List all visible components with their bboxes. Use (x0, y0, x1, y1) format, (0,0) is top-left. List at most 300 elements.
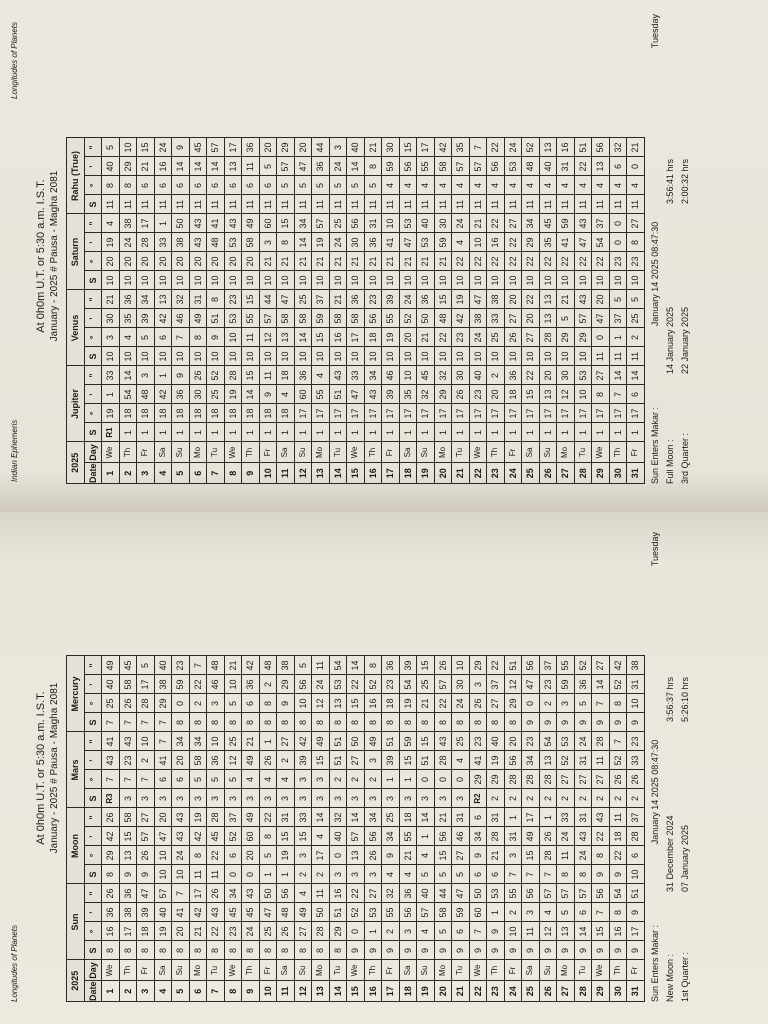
value-cell: 16 (557, 138, 575, 157)
value-cell: 17 (382, 404, 400, 423)
value-cell: 58 (434, 157, 452, 176)
value-cell: 47 (574, 233, 592, 252)
value-cell: 48 (207, 233, 225, 252)
right-col-header: ° (84, 404, 102, 423)
value-cell: 6 (452, 922, 470, 941)
value-cell: 43 (172, 827, 190, 846)
value-cell: 5 (609, 290, 627, 309)
value-cell: 34 (294, 214, 312, 233)
value-cell: 21 (277, 252, 295, 271)
value-cell: 14 (347, 808, 365, 827)
table-row (504, 138, 522, 484)
value-cell: 10 (469, 347, 487, 366)
value-cell: 21 (224, 656, 242, 675)
value-cell: 5 (417, 865, 435, 884)
date-cell: 8 (224, 981, 242, 1002)
value-cell: 7 (522, 865, 540, 884)
value-cell: 23 (609, 252, 627, 271)
value-cell: 11 (347, 195, 365, 214)
value-cell: 30 (434, 214, 452, 233)
value-cell: 18 (609, 827, 627, 846)
value-cell: 35 (452, 138, 470, 157)
value-cell: 22 (347, 675, 365, 694)
value-cell: 16 (329, 884, 347, 903)
value-cell: 11 (609, 195, 627, 214)
value-cell: 11 (312, 195, 330, 214)
value-cell: 4 (627, 176, 645, 195)
left-year-header: 2025 (67, 960, 85, 1002)
value-cell: 56 (294, 675, 312, 694)
value-cell: 17 (399, 404, 417, 423)
planet-header-mars: Mars (67, 732, 85, 808)
value-cell: 3 (102, 328, 120, 347)
value-cell: 24 (504, 138, 522, 157)
third-quarter-label: 3rd Quarter : (680, 432, 690, 484)
day-cell: Sa (522, 442, 540, 463)
day-cell: Su (539, 442, 557, 463)
value-cell: 47 (259, 903, 277, 922)
table-row (469, 138, 487, 484)
value-cell: 15 (119, 827, 137, 846)
sun-enters-label-right: Sun Enters Makar : (650, 406, 660, 484)
value-cell: 47 (469, 290, 487, 309)
day-cell: Su (294, 442, 312, 463)
right-col-header: Day (84, 442, 102, 463)
value-cell: 32 (609, 138, 627, 157)
value-cell: 23 (452, 328, 470, 347)
day-cell: We (469, 960, 487, 981)
value-cell: 39 (382, 385, 400, 404)
value-cell: 53 (329, 675, 347, 694)
day-cell: Sa (399, 442, 417, 463)
value-cell: 51 (627, 884, 645, 903)
date-cell: 27 (557, 981, 575, 1002)
value-cell: 11 (522, 195, 540, 214)
value-cell: 11 (574, 195, 592, 214)
value-cell: 39 (382, 290, 400, 309)
value-cell: 19 (102, 233, 120, 252)
date-cell: 15 (347, 463, 365, 484)
value-cell: 6 (207, 176, 225, 195)
value-cell: 35 (399, 385, 417, 404)
value-cell: 36 (102, 903, 120, 922)
date-cell: 4 (154, 981, 172, 1002)
date-cell: 6 (189, 463, 207, 484)
date-cell: 9 (242, 981, 260, 1002)
value-cell: 17 (522, 404, 540, 423)
value-cell: 10 (154, 846, 172, 865)
value-cell: 45 (539, 214, 557, 233)
value-cell: 40 (539, 157, 557, 176)
day-cell: We (592, 442, 610, 463)
value-cell: 42 (154, 309, 172, 328)
value-cell: 38 (119, 214, 137, 233)
value-cell: 45 (189, 138, 207, 157)
table-row (557, 656, 575, 1002)
value-cell: 18 (137, 922, 155, 941)
value-cell: 26 (277, 922, 295, 941)
value-cell: 5 (434, 865, 452, 884)
value-cell: 1 (259, 865, 277, 884)
value-cell: 57 (259, 309, 277, 328)
value-cell: 5 (557, 309, 575, 328)
value-cell: 7 (609, 732, 627, 751)
value-cell: 53 (224, 233, 242, 252)
value-cell: 3 (207, 694, 225, 713)
value-cell: 3 (329, 865, 347, 884)
value-cell: 1 (259, 423, 277, 442)
left-col-header: Day (84, 960, 102, 981)
value-cell: 26 (119, 694, 137, 713)
left-col-header: Date (84, 981, 102, 1002)
value-cell: 33 (294, 808, 312, 827)
value-cell: 56 (364, 827, 382, 846)
value-cell: 27 (504, 309, 522, 328)
value-cell: 0 (627, 157, 645, 176)
value-cell: 28 (137, 694, 155, 713)
planet-header-mercury: Mercury (67, 656, 85, 732)
value-cell: 8 (154, 941, 172, 960)
value-cell: 24 (574, 846, 592, 865)
value-cell: 10 (364, 271, 382, 290)
value-cell: 40 (102, 157, 120, 176)
value-cell: 27 (627, 214, 645, 233)
value-cell: 15 (242, 366, 260, 385)
date-cell: 6 (189, 981, 207, 1002)
value-cell: 56 (399, 903, 417, 922)
value-cell: 21 (399, 252, 417, 271)
date-cell: 25 (522, 981, 540, 1002)
value-cell: 2 (137, 751, 155, 770)
date-cell: 24 (504, 981, 522, 1002)
value-cell: 36 (207, 751, 225, 770)
value-cell: 27 (294, 922, 312, 941)
value-cell: 11 (189, 865, 207, 884)
value-cell: 8 (294, 713, 312, 732)
value-cell: 11 (259, 366, 277, 385)
value-cell: 16 (329, 328, 347, 347)
value-cell: 1 (417, 827, 435, 846)
table-row (207, 138, 225, 484)
value-cell: 10 (399, 347, 417, 366)
value-cell: 32 (329, 808, 347, 827)
value-cell: 17 (592, 404, 610, 423)
new-moon-label: New Moon : (665, 953, 675, 1002)
value-cell: 16 (487, 233, 505, 252)
value-cell: 18 (364, 328, 382, 347)
value-cell: 46 (207, 675, 225, 694)
value-cell: 10 (452, 271, 470, 290)
value-cell: 11 (364, 195, 382, 214)
value-cell: 29 (102, 846, 120, 865)
value-cell: 10 (382, 347, 400, 366)
left-table-body (102, 656, 645, 1002)
value-cell: 22 (207, 846, 225, 865)
left-planet-header-row (67, 656, 85, 1002)
value-cell: 22 (574, 157, 592, 176)
value-cell: 11 (329, 195, 347, 214)
day-cell: Su (539, 960, 557, 981)
value-cell: 47 (592, 309, 610, 328)
value-cell: 11 (522, 922, 540, 941)
value-cell: 51 (417, 751, 435, 770)
table-row (487, 656, 505, 1002)
value-cell: 21 (137, 157, 155, 176)
value-cell: 8 (364, 713, 382, 732)
value-cell: 1 (172, 423, 190, 442)
table-row (504, 656, 522, 1002)
value-cell: 51 (574, 138, 592, 157)
date-cell: 28 (574, 981, 592, 1002)
day-cell: Mo (557, 960, 575, 981)
value-cell: 10 (452, 347, 470, 366)
value-cell: 36 (242, 675, 260, 694)
value-cell: 9 (172, 366, 190, 385)
day-cell: We (469, 442, 487, 463)
table-row (592, 656, 610, 1002)
value-cell: 43 (172, 808, 190, 827)
value-cell: 11 (627, 195, 645, 214)
value-cell: 17 (312, 846, 330, 865)
value-cell: 24 (399, 290, 417, 309)
day-cell: Su (417, 960, 435, 981)
day-cell: Tu (574, 442, 592, 463)
value-cell: 6 (627, 385, 645, 404)
value-cell: 24 (172, 846, 190, 865)
date-cell: 30 (609, 463, 627, 484)
value-cell: 4 (557, 176, 575, 195)
value-cell: 5 (364, 176, 382, 195)
value-cell: 16 (154, 157, 172, 176)
value-cell: 34 (469, 827, 487, 846)
value-cell: 20 (504, 732, 522, 751)
value-cell: 7 (469, 138, 487, 157)
value-cell: 58 (329, 309, 347, 328)
value-cell: 11 (119, 195, 137, 214)
value-cell: 1 (347, 423, 365, 442)
value-cell: 22 (592, 827, 610, 846)
value-cell: 15 (434, 290, 452, 309)
day-cell: Su (172, 960, 190, 981)
value-cell: 52 (364, 675, 382, 694)
value-cell: 58 (277, 309, 295, 328)
value-cell: 37 (539, 656, 557, 675)
value-cell: 1 (539, 423, 557, 442)
value-cell: 6 (224, 846, 242, 865)
value-cell: 49 (102, 656, 120, 675)
day-cell: Sa (154, 960, 172, 981)
value-cell: 25 (417, 675, 435, 694)
right-col-header: ' (84, 233, 102, 252)
value-cell: 55 (504, 884, 522, 903)
value-cell: 0 (329, 846, 347, 865)
value-cell: 44 (259, 290, 277, 309)
value-cell: 10 (557, 271, 575, 290)
value-cell: 15 (137, 138, 155, 157)
value-cell: 17 (504, 404, 522, 423)
value-cell: 3 (382, 789, 400, 808)
value-cell: 15 (277, 214, 295, 233)
value-cell: 55 (312, 385, 330, 404)
date-cell: 28 (574, 463, 592, 484)
value-cell: 10 (399, 366, 417, 385)
value-cell: 58 (434, 903, 452, 922)
value-cell: 57 (277, 157, 295, 176)
value-cell: 19 (487, 751, 505, 770)
value-cell: 8 (207, 941, 225, 960)
value-cell: 3 (399, 789, 417, 808)
left-page (0, 512, 768, 1024)
value-cell: 17 (294, 404, 312, 423)
value-cell: 4 (539, 176, 557, 195)
value-cell: 28 (504, 770, 522, 789)
value-cell: 19 (312, 233, 330, 252)
value-cell: 10 (224, 271, 242, 290)
value-cell: 3 (364, 789, 382, 808)
value-cell: 31 (487, 808, 505, 827)
value-cell: 21 (469, 214, 487, 233)
value-cell: 21 (102, 290, 120, 309)
value-cell: 51 (504, 656, 522, 675)
right-year-header: 2025 (67, 442, 85, 484)
value-cell: 14 (574, 922, 592, 941)
value-cell: 12 (312, 694, 330, 713)
value-cell: 23 (469, 732, 487, 751)
value-cell: 22 (207, 922, 225, 941)
value-cell: 40 (417, 214, 435, 233)
day-cell: Fr (137, 442, 155, 463)
value-cell: 52 (609, 751, 627, 770)
value-cell: 57 (539, 884, 557, 903)
value-cell: 22 (574, 252, 592, 271)
value-cell: 60 (259, 214, 277, 233)
value-cell: 51 (382, 732, 400, 751)
value-cell: 17 (627, 404, 645, 423)
value-cell: 4 (434, 176, 452, 195)
value-cell: 48 (137, 385, 155, 404)
day-cell: Tu (452, 960, 470, 981)
value-cell: 1 (119, 423, 137, 442)
day-cell: Th (119, 960, 137, 981)
value-cell: 16 (609, 922, 627, 941)
value-cell: 4 (417, 846, 435, 865)
value-cell: 52 (399, 309, 417, 328)
value-cell: 10 (417, 271, 435, 290)
value-cell: 9 (364, 941, 382, 960)
value-cell: 1 (242, 423, 260, 442)
left-col-header: " (84, 656, 102, 675)
value-cell: 22 (487, 138, 505, 157)
right-page-header-right: Longitudes of Planets (10, 22, 19, 99)
value-cell: 8 (364, 157, 382, 176)
date-cell: 13 (312, 981, 330, 1002)
value-cell: 42 (434, 138, 452, 157)
table-row (189, 138, 207, 484)
value-cell: 13 (224, 157, 242, 176)
value-cell: 41 (382, 233, 400, 252)
value-cell: 27 (592, 656, 610, 675)
value-cell: 9 (469, 941, 487, 960)
value-cell: 10 (452, 656, 470, 675)
date-cell: 15 (347, 981, 365, 1002)
value-cell: 59 (557, 214, 575, 233)
value-cell: 20 (539, 366, 557, 385)
value-cell: 22 (557, 252, 575, 271)
value-cell: 10 (102, 347, 120, 366)
value-cell: 8 (312, 941, 330, 960)
value-cell: 5 (189, 770, 207, 789)
value-cell: 28 (627, 827, 645, 846)
value-cell: 28 (137, 233, 155, 252)
value-cell: 6 (224, 176, 242, 195)
full-moon-time: 3:56:41 hrs (665, 158, 675, 204)
value-cell: 5 (347, 176, 365, 195)
value-cell: 4 (312, 827, 330, 846)
value-cell: 54 (399, 675, 417, 694)
value-cell: 18 (137, 404, 155, 423)
day-cell: Sa (154, 442, 172, 463)
value-cell: 20 (294, 138, 312, 157)
value-cell: 40 (417, 884, 435, 903)
value-cell: 25 (382, 808, 400, 827)
value-cell: 36 (172, 385, 190, 404)
value-cell: 30 (102, 309, 120, 328)
value-cell: 11 (172, 195, 190, 214)
value-cell: 9 (627, 941, 645, 960)
right-col-header: S (84, 347, 102, 366)
value-cell: 11 (312, 884, 330, 903)
value-cell: 2 (329, 770, 347, 789)
value-cell: 15 (592, 922, 610, 941)
table-row (609, 656, 627, 1002)
table-row (399, 656, 417, 1002)
value-cell: 8 (172, 713, 190, 732)
date-cell: 18 (399, 981, 417, 1002)
value-cell: 10 (224, 328, 242, 347)
value-cell: 10 (119, 271, 137, 290)
value-cell: 19 (102, 404, 120, 423)
value-cell: 50 (347, 732, 365, 751)
value-cell: 8 (259, 713, 277, 732)
value-cell: 15 (434, 846, 452, 865)
value-cell: 8 (189, 328, 207, 347)
value-cell: 8 (172, 941, 190, 960)
value-cell: 11 (557, 195, 575, 214)
value-cell: 38 (154, 675, 172, 694)
value-cell: 6 (154, 176, 172, 195)
value-cell: 5 (434, 922, 452, 941)
value-cell: 1 (522, 423, 540, 442)
value-cell: 14 (347, 656, 365, 675)
day-cell: Mo (434, 960, 452, 981)
value-cell: 8 (627, 233, 645, 252)
value-cell: 27 (574, 770, 592, 789)
value-cell: 10 (627, 271, 645, 290)
day-cell: Fr (504, 442, 522, 463)
value-cell: 17 (469, 404, 487, 423)
day-cell: Sa (277, 960, 295, 981)
value-cell: 10 (119, 138, 137, 157)
value-cell: 3 (154, 789, 172, 808)
value-cell: 2 (364, 770, 382, 789)
value-cell: 56 (399, 157, 417, 176)
value-cell: 32 (382, 884, 400, 903)
right-col-header: ' (84, 157, 102, 176)
value-cell: 14 (592, 675, 610, 694)
value-cell: 42 (154, 385, 172, 404)
day-cell: Mo (434, 442, 452, 463)
table-row (417, 138, 435, 484)
